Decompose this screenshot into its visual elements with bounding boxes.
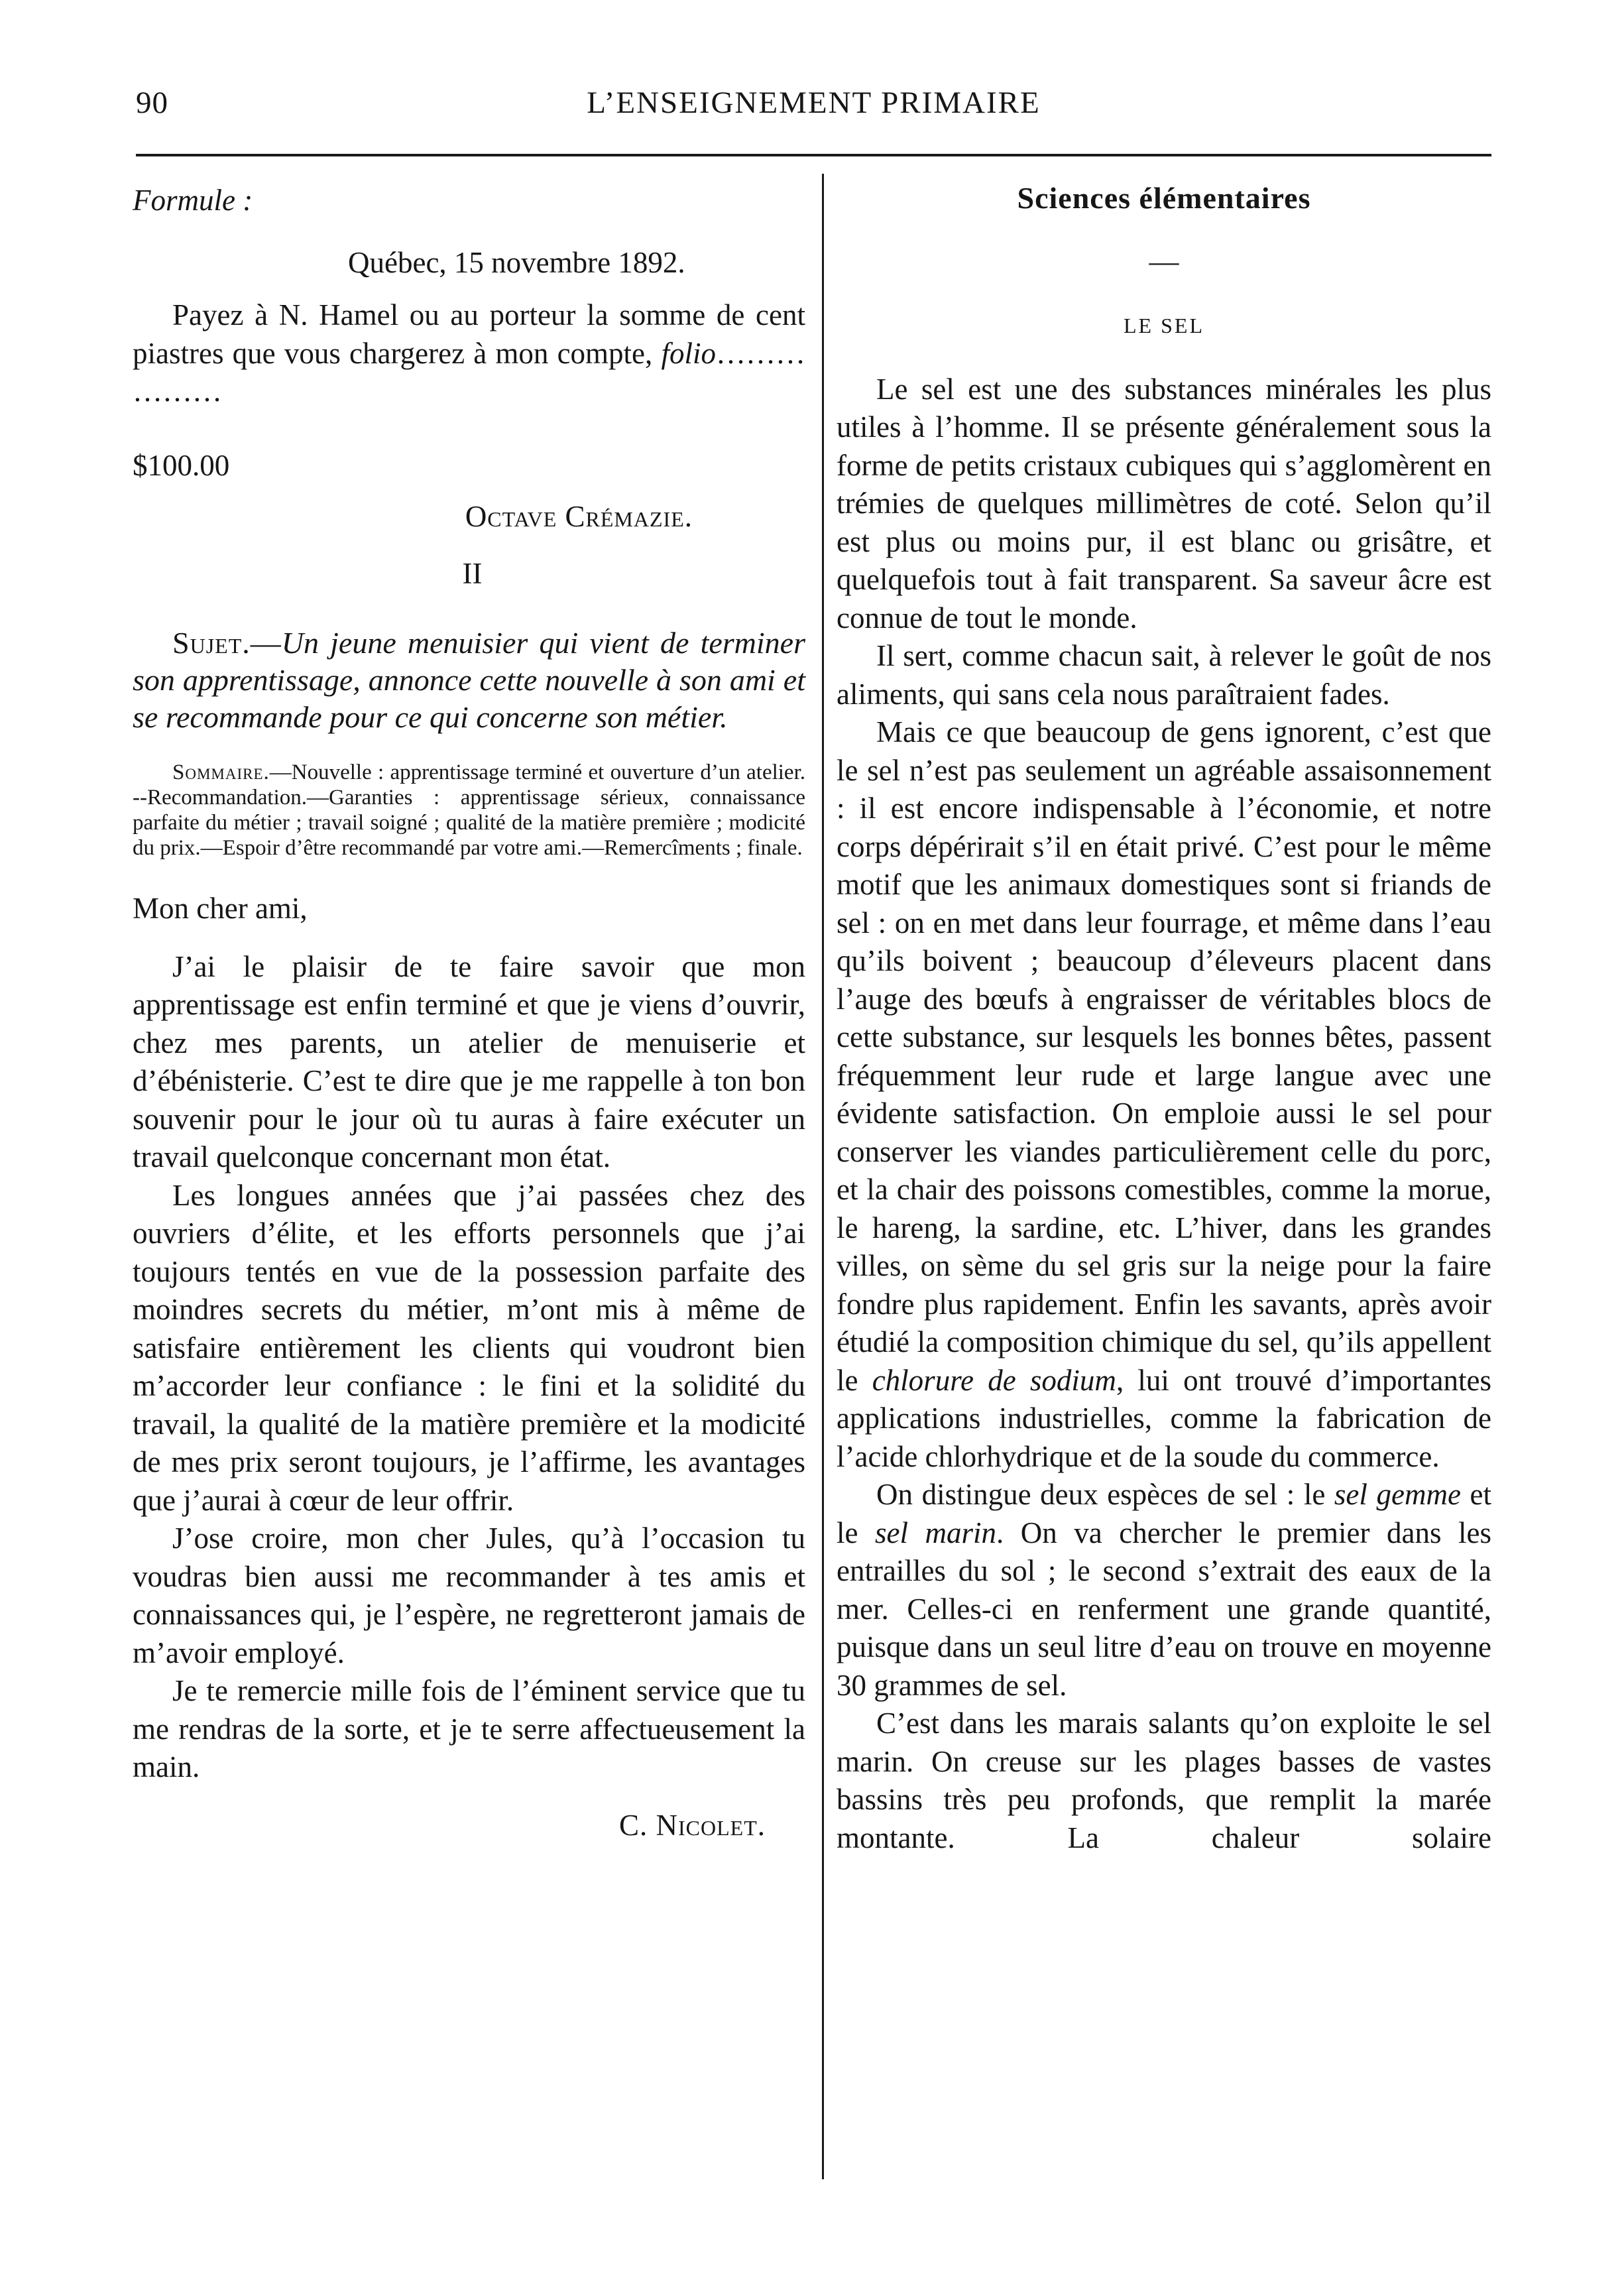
sel-gemme-term: sel gemme	[1334, 1478, 1461, 1511]
right-column	[837, 174, 1491, 1857]
chlorure-term: chlorure de sodium	[872, 1363, 1116, 1397]
section-title: Sciences élémentaires	[1017, 181, 1311, 215]
signature: Octave Crémazie.	[465, 500, 693, 533]
sujet	[133, 625, 805, 736]
left-column	[133, 174, 805, 1844]
article-text: , lui ont trouvé d’importantes applications industrielles, comme la fabrication de l’acide chlorhydrique et de la soude du commerce.	[837, 1363, 1491, 1473]
article-paragraph	[837, 713, 1491, 1476]
formule-label: Formule :	[133, 184, 253, 217]
folio-word: folio	[661, 336, 716, 370]
article-text: . On va chercher le premier dans les entrailles du sol ; le second s’extrait des eaux de la mer. Celles-ci en renferment une grande quantité, puisque dans un seul litre d’eau on trouve en moyenne 30 grammes de sel.	[837, 1516, 1491, 1702]
separator: —	[1149, 244, 1179, 278]
folio-dots: ……… ………	[133, 336, 805, 408]
article-paragraph	[837, 1476, 1491, 1705]
payment-order-text: Payez à N. Hamel ou au porteur la somme de cent piastres que vous chargerez à mon compte,	[133, 298, 805, 370]
letter-paragraph: J’ose croire, mon cher Jules, qu’à l’occasion tu voudras bien aussi me recommander à tes amis et connaissances qui, je l’espère, ne regretteront jamais de m’avoir employé.	[133, 1522, 805, 1669]
sommaire-text: —Nouvelle : apprentissage terminé et ouverture d’un atelier. --Recommandation.—Garanties : apprentissage sérieux, connaissance parfaite du métier ; travail soigné ; qualité de la matière première ; modicité du prix.—Espoir d’être recommandé par votre ami.—Remercîments ; finale.	[133, 760, 805, 860]
article-text: et le	[837, 1478, 1491, 1549]
running-head	[136, 78, 1491, 131]
article-text: On distingue deux espèces de sel : le	[876, 1478, 1334, 1511]
article-paragraph: Il sert, comme chacun sait, à relever le goût de nos aliments, qui sans cela nous paraîtraient fades.	[837, 639, 1491, 711]
sel-marin-term: sel marin	[874, 1516, 996, 1549]
column-divider	[822, 174, 824, 2179]
sommaire-label: Sommaire.	[172, 760, 270, 784]
sommaire	[133, 760, 805, 861]
letter-paragraph: Les longues années que j’ai passées chez des ouvriers d’élite, et les efforts personnels que j’ai toujours tentés en vue de la possession parfaite des moindres secrets du métier, m’ont mis à même de satisfaire entièrement les clients qui voudront bien m’accorder leur confiance : le fini et la solidité du travail, la qualité de la matière première et la modicité de mes prix seront toujours, je l’affirme, les avantages que j’aurai à cœur de leur offrir.	[133, 1178, 805, 1517]
payment-order	[133, 296, 805, 411]
sujet-text: Un jeune menuisier qui vient de terminer son apprentissage, annonce cette nouvelle à son ami et se recommande pour ce qui concerne son métier.	[133, 626, 805, 734]
section-number: II	[462, 556, 483, 590]
salutation: Mon cher ami,	[133, 892, 308, 925]
letter-paragraph: J’ai le plaisir de te faire savoir que mon apprentissage est enfin terminé et que je viens d’ouvrir, chez mes parents, un atelier de menuiserie et d’ébénisterie. C’est te dire que je me rappelle à ton bon souvenir pour le jour où tu auras à faire exécuter un travail quelconque concernant mon état.	[133, 949, 805, 1174]
date-line: Québec, 15 novembre 1892.	[348, 245, 685, 279]
letter-paragraph: Je te remercie mille fois de l’éminent service que tu me rendras de la sorte, et je te serre affectueusement la main.	[133, 1674, 805, 1783]
journal-title: L’ENSEIGNEMENT PRIMAIRE	[587, 86, 1041, 120]
closing-signature: C. Nicolet.	[618, 1808, 766, 1842]
article-paragraph: Le sel est une des substances minérales les plus utiles à l’homme. Il se présente généralement sous la forme de petits cristaux cubiques qui s’agglomèrent en trémies de quelques millimètres de coté. Selon qu’il est plus ou moins pur, il est blanc ou grisâtre, et quelquefois tout à fait transparent. Sa saveur âcre est connue de tout le monde.	[837, 372, 1491, 634]
article-paragraph: C’est dans les marais salants qu’on exploite le sel marin. On creuse sur les plages basses de vastes bassins très peu profonds, que remplit la marée montante. La chaleur solaire	[837, 1707, 1491, 1854]
header-rule	[136, 154, 1491, 156]
sujet-label: Sujet.—	[172, 626, 282, 660]
amount: $100.00	[133, 448, 230, 482]
article-text: Mais ce que beaucoup de gens ignorent, c’est que le sel n’est pas seulement un agréable assaisonnement : il est encore indispensable à l’économie, et notre corps dépérirait s’il en était privé. C’est pour le même motif que les animaux domestiques sont si friands de sel : on en met dans leur fourrage, et même dans l’eau qu’ils boivent ; beaucoup d’éleveurs placent dans l’auge des bœufs à engraisser de véritables blocs de cette substance, sur lesquels les bonnes bêtes, passent fréquemment leur rude et large langue avec une évidente satisfaction. On emploie aussi le sel pour conserver les viandes particulièrement celle du porc, et la chair des poissons comestibles, comme la morue, le hareng, la sardine, etc. L’hiver, dans les grandes villes, on sème du sel gris sur la neige pour la faire fondre plus rapidement. Enfin les savants, après avoir étudié la composition chimique du sel, qu’ils appellent le	[837, 715, 1491, 1397]
page-number: 90	[136, 86, 168, 120]
article-subtitle: LE SEL	[1124, 314, 1204, 337]
